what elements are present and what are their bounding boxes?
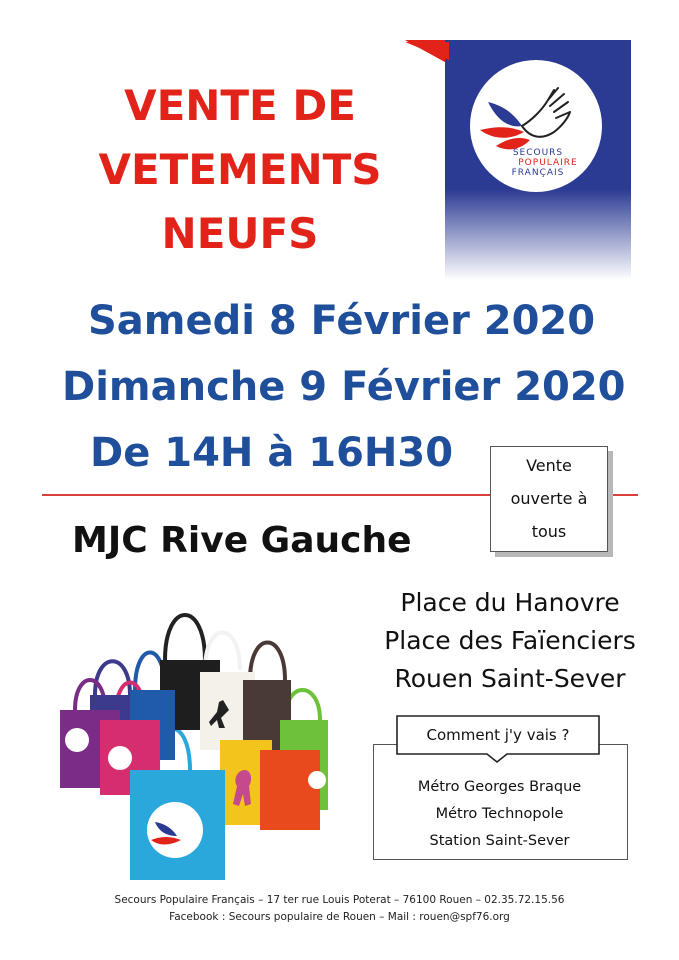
footer-line-2: Facebook : Secours populaire de Rouen – Mail : rouen@spf76.org <box>169 911 510 923</box>
title <box>60 74 420 266</box>
red-fold <box>405 40 449 66</box>
directions-item-1: Métro Georges Braque <box>417 779 582 795</box>
venue-name: MJC Rive Gauche <box>72 520 412 561</box>
tote-bags-image <box>55 600 345 890</box>
logo-line-1: SECOURS <box>512 148 564 158</box>
logo-line-2: POPULAIRE <box>518 158 578 168</box>
footer <box>0 892 679 926</box>
address-line-2: Place des Faïenciers <box>384 626 636 655</box>
address-line-1: Place du Hanovre <box>400 588 620 617</box>
directions-list <box>373 774 626 855</box>
title-line-3: NEUFS <box>161 209 319 258</box>
title-line-1: VENTE DE <box>124 81 356 130</box>
date-sunday: Dimanche 9 Février 2020 <box>62 364 626 410</box>
date-saturday: Samedi 8 Février 2020 <box>88 298 596 344</box>
directions-item-3: Station Saint-Sever <box>429 833 570 849</box>
address-line-3: Rouen Saint-Sever <box>394 664 626 693</box>
directions-header: Comment j'y vais ? <box>426 726 570 744</box>
hours: De 14H à 16H30 <box>90 430 454 476</box>
callout-line-1: Vente <box>526 456 572 475</box>
title-line-2: VETEMENTS <box>98 145 382 194</box>
logo-line-3: FRANÇAIS <box>511 168 565 178</box>
directions-item-2: Métro Technopole <box>435 806 564 822</box>
footer-line-1: Secours Populaire Français – 17 ter rue Louis Poterat – 76100 Rouen – 02.35.72.15.56 <box>114 894 565 906</box>
callout-line-2: ouverte à <box>510 489 588 508</box>
address <box>340 584 679 698</box>
open-to-all-box <box>490 446 608 552</box>
logo-text <box>488 148 588 178</box>
callout-line-3: tous <box>531 522 567 541</box>
